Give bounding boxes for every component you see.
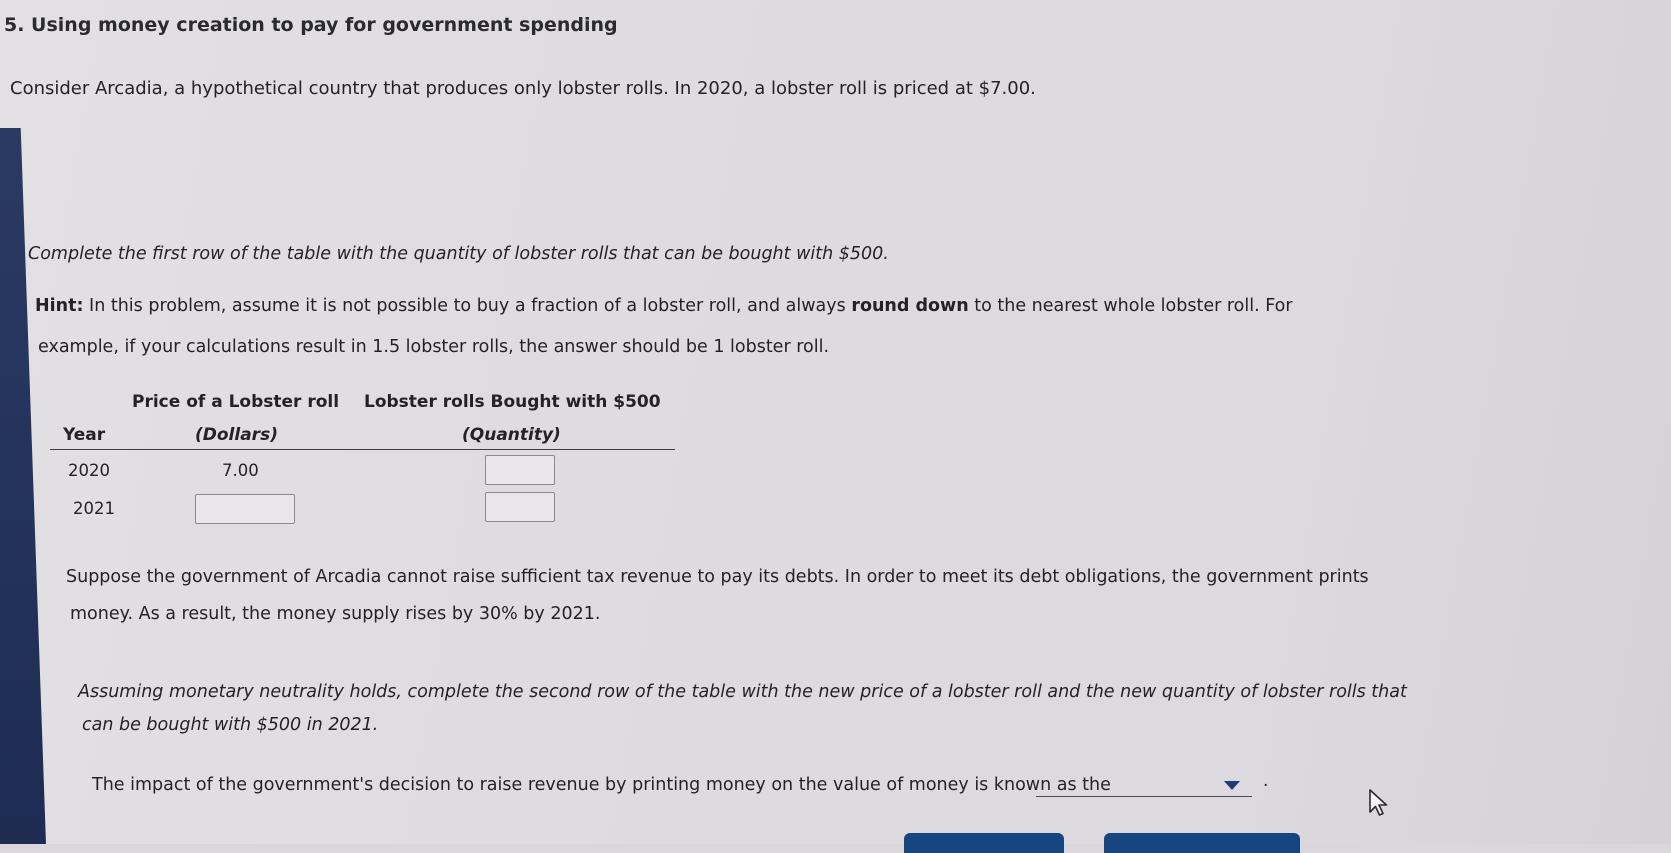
- chevron-down-icon[interactable]: [1224, 781, 1240, 790]
- table-row-2020-year: 2020: [68, 461, 110, 480]
- instruction-first-row: Complete the first row of the table with the quantity of lobster rolls that can be bought with $500.: [28, 244, 889, 264]
- assume-line-1: Assuming monetary neutrality holds, complete the second row of the table with the new price of a lobster roll and the new quantity of lobster rolls that: [78, 682, 1407, 702]
- table-header-quantity-label: Lobster rolls Bought with $500: [364, 392, 661, 412]
- action-button-left[interactable]: [904, 833, 1064, 853]
- quantity-2020-input[interactable]: [485, 455, 555, 485]
- hint-text-before: In this problem, assume it is not possible to buy a fraction of a lobster roll, and always: [83, 296, 852, 316]
- table-row-2021-year: 2021: [73, 499, 115, 518]
- price-2021-input[interactable]: [195, 494, 295, 524]
- table-header-divider: [50, 449, 675, 450]
- mouse-pointer-icon: [1368, 788, 1390, 818]
- hint-label: Hint:: [35, 296, 84, 316]
- question-title: 5. Using money creation to pay for government spending: [4, 14, 618, 36]
- impact-answer-dropdown[interactable]: [1036, 772, 1252, 797]
- table-header-quantity: (Quantity): [462, 425, 561, 445]
- suppose-line-2: money. As a result, the money supply rises by 30% by 2021.: [70, 604, 601, 624]
- impact-question-text: The impact of the government's decision to raise revenue by printing money on the value of money is known as the: [92, 775, 1111, 795]
- table-header-year: Year: [63, 425, 106, 445]
- table-row-2020-price: 7.00: [222, 461, 259, 480]
- hint-bold: round down: [851, 296, 969, 316]
- table-header-price: Price of a Lobster roll: [132, 392, 340, 412]
- action-button-right[interactable]: [1104, 833, 1300, 853]
- hint-line-2: example, if your calculations result in 1.5 lobster rolls, the answer should be 1 lobster roll.: [38, 337, 830, 357]
- question-intro: Consider Arcadia, a hypothetical country that produces only lobster rolls. In 2020, a lobster roll is priced at $7.00.: [10, 78, 1036, 99]
- quantity-2021-input[interactable]: [485, 492, 555, 522]
- assume-line-2: can be bought with $500 in 2021.: [82, 715, 379, 735]
- hint-line-1: [35, 296, 1293, 316]
- impact-period: .: [1263, 771, 1269, 791]
- table-header-dollars: (Dollars): [195, 425, 278, 445]
- hint-text-after: to the nearest whole lobster roll. For: [968, 296, 1293, 316]
- suppose-line-1: Suppose the government of Arcadia cannot raise sufficient tax revenue to pay its debts. In order to meet its debt obligations, the government prints: [66, 567, 1369, 587]
